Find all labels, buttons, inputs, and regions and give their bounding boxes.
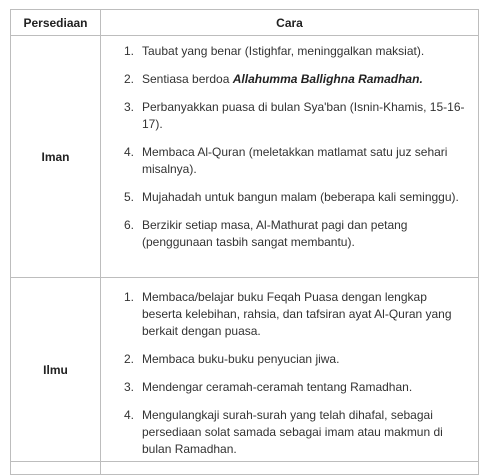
item-text: Mujahadah untuk bangun malam (beberapa kali seminggu). (142, 190, 459, 204)
row-label-iman: Iman (11, 36, 101, 278)
row-ilmu (11, 278, 479, 462)
list-item (101, 99, 466, 133)
item-text: Perbanyakkan puasa di bulan Sya'ban (Isnin-Khamis, 15-16-17). (142, 100, 465, 131)
list-item (101, 144, 466, 178)
item-number: 5. (124, 190, 135, 204)
table-row (11, 462, 479, 475)
item-number: 2. (124, 72, 135, 86)
list-item (101, 71, 466, 88)
list-item (101, 407, 466, 458)
empty-cell (11, 462, 101, 475)
ilmu-steps-list (101, 278, 478, 458)
item-number: 1. (124, 44, 135, 58)
item-text: Membaca/belajar buku Feqah Puasa dengan lengkap beserta kelebihan, rahsia, dan tafsiran ayat Al-Quran yang berkait dengan puasa. (142, 290, 452, 338)
item-text: Membaca Al-Quran (meletakkan matlamat satu juz sehari misalnya). (142, 145, 448, 176)
item-text: Mengulangkaji surah-surah yang telah dihafal, sebagai persediaan solat samada sebagai imam atau makmun di bulan Ramadhan. (142, 408, 443, 456)
list-item (101, 217, 466, 251)
item-text: Membaca buku-buku penyucian jiwa. (142, 352, 340, 366)
header-cara: Cara (101, 10, 479, 36)
item-text: Mendengar ceramah-ceramah tentang Ramadhan. (142, 380, 413, 394)
item-number: 4. (124, 408, 135, 422)
row-iman (11, 36, 479, 278)
cara-cell-iman (101, 36, 479, 278)
list-item (101, 351, 466, 368)
item-text: Berzikir setiap masa, Al-Mathurat pagi dan petang (penggunaan tasbih sangat membantu). (142, 218, 408, 249)
list-item (101, 43, 466, 60)
item-number: 2. (124, 352, 135, 366)
item-number: 3. (124, 100, 135, 114)
item-text: Taubat yang benar (Istighfar, meninggalkan maksiat). (142, 44, 425, 58)
preparation-table (10, 9, 479, 475)
item-number: 6. (124, 218, 135, 232)
header-persediaan: Persediaan (11, 10, 101, 36)
empty-cell (101, 462, 479, 475)
header-row (11, 10, 479, 36)
doa-emphasis: Allahumma Ballighna Ramadhan. (232, 72, 423, 86)
row-label-ilmu: Ilmu (11, 278, 101, 462)
list-item (101, 379, 466, 396)
item-text: Sentiasa berdoa (142, 72, 233, 86)
iman-steps-list (101, 36, 478, 251)
item-number: 1. (124, 290, 135, 304)
list-item (101, 289, 466, 340)
item-number: 3. (124, 380, 135, 394)
cara-cell-ilmu (101, 278, 479, 462)
item-number: 4. (124, 145, 135, 159)
list-item (101, 189, 466, 206)
